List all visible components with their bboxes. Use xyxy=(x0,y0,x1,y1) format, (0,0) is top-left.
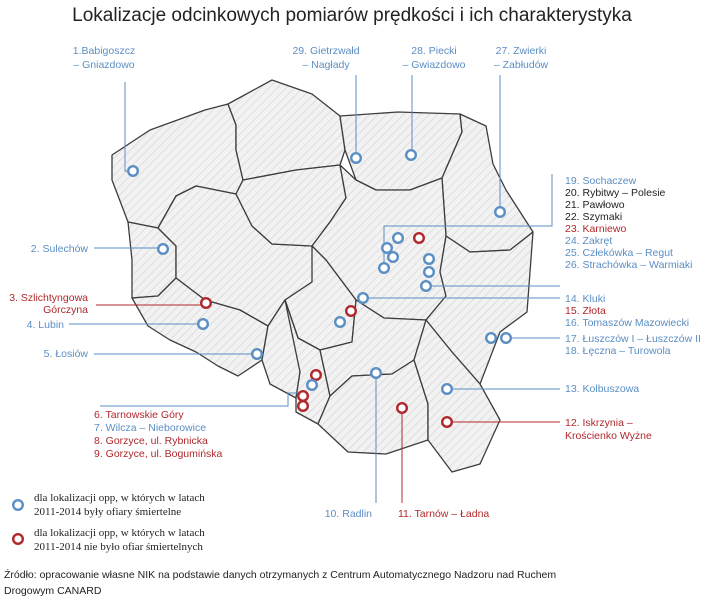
label-1: 1.Babigoszcz xyxy=(72,45,136,57)
marker-3[interactable] xyxy=(201,298,211,308)
marker-19[interactable] xyxy=(379,263,389,273)
label-7: 7. Wilcza – Nieborowice xyxy=(94,422,207,434)
marker-18[interactable] xyxy=(486,333,496,343)
marker-29[interactable] xyxy=(351,153,361,163)
marker-6[interactable] xyxy=(311,370,321,380)
marker-26[interactable] xyxy=(421,281,431,291)
label-6: 6. Tarnowskie Góry xyxy=(94,409,184,421)
marker-15[interactable] xyxy=(346,306,356,316)
legend xyxy=(13,492,205,553)
marker-27[interactable] xyxy=(495,207,505,217)
label-17: 17. Łuszczów I – Łuszczów II xyxy=(565,333,701,345)
region-pomeranian xyxy=(228,80,345,180)
label-22: 22. Szymaki xyxy=(565,211,623,223)
label-29-cont: – Nagłady xyxy=(302,59,350,71)
marker-22[interactable] xyxy=(388,252,398,262)
source-note-line2: Drogowym CANARD xyxy=(4,585,102,597)
label-3: 3. Szlichtyngowa xyxy=(9,292,88,304)
marker-14[interactable] xyxy=(358,293,368,303)
label-27: 27. Zwierki xyxy=(495,45,547,57)
legend-fatal-marker xyxy=(13,500,23,510)
marker-5[interactable] xyxy=(252,349,262,359)
label-8: 8. Gorzyce, ul. Rybnicka xyxy=(94,435,208,447)
label-2: 2. Sulechów xyxy=(30,243,88,255)
label-18: 18. Łęczna – Turowola xyxy=(565,345,671,357)
legend-nonfatal-line2: 2011-2014 nie było ofiar śmiertelnych xyxy=(34,541,203,553)
marker-23[interactable] xyxy=(414,233,424,243)
label-21: 21. Pawłowo xyxy=(565,199,625,211)
marker-8[interactable] xyxy=(298,391,308,401)
label-29: 29. Gietrzwałd xyxy=(292,45,360,57)
marker-28[interactable] xyxy=(406,150,416,160)
marker-20[interactable] xyxy=(382,243,392,253)
label-9: 9. Gorzyce, ul. Bogumińska xyxy=(94,448,223,460)
label-10: 10. Radlin xyxy=(324,508,372,520)
marker-11[interactable] xyxy=(397,403,407,413)
legend-nonfatal-marker xyxy=(13,534,23,544)
legend-fatal-line2: 2011-2014 były ofiary śmiertelne xyxy=(34,506,182,518)
label-1-cont: – Gniazdowo xyxy=(73,59,135,71)
marker-4[interactable] xyxy=(198,319,208,329)
label-26: 26. Strachówka – Warmiaki xyxy=(565,259,693,271)
marker-21[interactable] xyxy=(393,233,403,243)
label-11: 11. Tarnów – Ładna xyxy=(398,508,490,520)
label-3-cont: Górczyna xyxy=(43,304,88,316)
source-note-line1: Źródło: opracowanie własne NIK na podstawie danych otrzymanych z Centrum Automatycznego Nadzoru nad Ruchem xyxy=(4,569,557,581)
label-19: 19. Sochaczew xyxy=(565,175,637,187)
marker-2[interactable] xyxy=(158,244,168,254)
marker-1[interactable] xyxy=(128,166,138,176)
map-title: Lokalizacje odcinkowych pomiarów prędkości i ich charakterystyka xyxy=(72,5,632,26)
label-27-cont: – Zabłudów xyxy=(493,59,549,71)
label-15: 15. Złota xyxy=(565,305,606,317)
label-28-cont: – Gwiazdowo xyxy=(402,59,466,71)
label-13: 13. Kolbuszowa xyxy=(565,383,640,395)
marker-17[interactable] xyxy=(501,333,511,343)
marker-10[interactable] xyxy=(371,368,381,378)
marker-12[interactable] xyxy=(442,417,452,427)
label-24: 24. Zakręt xyxy=(565,235,613,247)
label-12-cont: Krościenko Wyżne xyxy=(565,430,652,442)
label-16: 16. Tomaszów Mazowiecki xyxy=(565,317,690,329)
legend-nonfatal-line1: dla lokalizacji opp, w których w latach xyxy=(34,527,205,539)
label-20: 20. Rybitwy – Polesie xyxy=(565,187,666,199)
label-28: 28. Piecki xyxy=(411,45,457,57)
legend-fatal-line1: dla lokalizacji opp, w których w latach xyxy=(34,492,205,504)
marker-16[interactable] xyxy=(335,317,345,327)
label-23: 23. Karniewo xyxy=(565,223,627,235)
label-12: 12. Iskrzynia – xyxy=(565,417,633,429)
marker-9[interactable] xyxy=(298,401,308,411)
marker-24[interactable] xyxy=(424,254,434,264)
label-14: 14. Kluki xyxy=(565,293,606,305)
marker-25[interactable] xyxy=(424,267,434,277)
label-5: 5. Łosiów xyxy=(43,348,88,360)
label-25: 25. Człekówka – Regut xyxy=(565,247,673,259)
marker-7[interactable] xyxy=(307,380,317,390)
label-4: 4. Lubin xyxy=(26,319,64,331)
marker-13[interactable] xyxy=(442,384,452,394)
